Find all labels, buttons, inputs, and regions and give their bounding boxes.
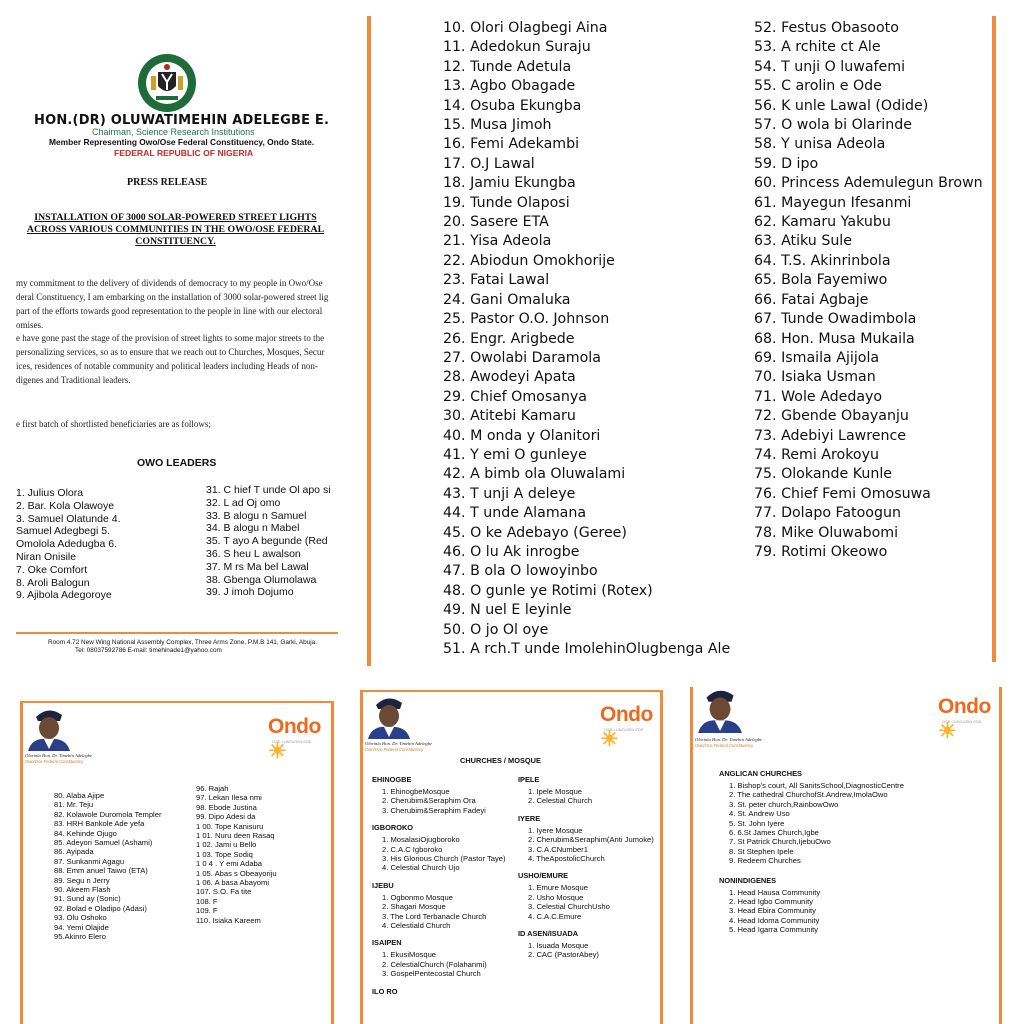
list-item: 49. N uel E leyinle — [443, 602, 572, 619]
list-item: 88. Emm anuel Taiwo (ETA) — [54, 866, 148, 876]
list-item: 81. Mr. Teju — [54, 800, 94, 810]
footer-rule — [16, 632, 338, 634]
member-name: HON.(DR) OLUWATIMEHIN ADELEGBE E. — [34, 113, 330, 128]
group-heading: NONINDIGENES — [719, 875, 777, 885]
sun-icon: ☀ — [938, 720, 957, 743]
text-line: omises. — [16, 320, 44, 330]
list-item: 26. Engr. Arigbede — [443, 330, 575, 347]
list-item: 11. Adedokun Suraju — [443, 39, 591, 56]
list-item: 84. Kehinde Ojugo — [54, 828, 117, 838]
group-heading: IPELE — [518, 775, 540, 784]
list-item: 4. Head Idoma Community — [729, 915, 820, 925]
list-item: 98. Ebode Justina — [196, 802, 257, 812]
country-label: FEDERAL REPUBLIC OF NIGERIA — [114, 148, 254, 158]
beneficiary-list-right — [754, 19, 983, 562]
group-items — [382, 950, 506, 978]
list-item: 1 03. Tope Sodiq — [196, 849, 253, 859]
group-heading: EHINOGBE — [372, 775, 412, 784]
list-item: 1. Iyere Mosque — [528, 825, 583, 835]
list-item: 108. F — [196, 896, 218, 906]
list-item: 30. Atitebi Kamaru — [443, 408, 576, 425]
list-item: 3. Celestial ChurchUsho — [528, 902, 610, 912]
list-item: 46. O lu Ak inrogbe — [443, 543, 580, 560]
list-item: 60. Princess Ademulegun Brown — [754, 175, 983, 192]
list-item: 4. C.A.C.Emure — [528, 911, 582, 921]
list-item: 67. Tunde Owadimbola — [754, 311, 917, 328]
list-item: 74. Remi Arokoyu — [754, 446, 879, 463]
ondo-tagline: OSE LUNGUSIN EDE — [272, 739, 312, 744]
anglican-groups — [719, 769, 904, 945]
photo-subcaption: Owo/Ose Federal Constituency — [695, 743, 754, 748]
list-item: 59. D ipo — [754, 155, 819, 172]
list-item: 1. EkusiMosque — [382, 950, 437, 960]
list-item: 21. Yisa Adeola — [443, 233, 552, 250]
list-item: 92. Bolad e Oladipo (Adasi) — [54, 903, 147, 913]
paragraph-3: e first batch of shortlisted beneficiaries are as follows; — [16, 419, 211, 429]
group-heading: ID ASEN/ISUADA — [518, 929, 579, 939]
list-item: 64. T.S. Akinrinbola — [754, 252, 891, 269]
list-item: 2. CelestialChurch (Folahanmi) — [382, 959, 487, 969]
list-item: 1 06. A basa Abayomi — [196, 878, 270, 888]
panel-edge — [360, 690, 663, 692]
text-line: e have gone past the stage of the provision of street lights to some major streets to the — [16, 333, 325, 343]
press-release-heading: PRESS RELEASE — [127, 177, 208, 188]
list-item: 83. HRH Bankole Ade yefa — [54, 819, 145, 829]
ondo-tagline: OSE LUNGUSIN EDE — [942, 719, 982, 724]
list-item: 1. Bishop's court, All SanitsSchool,DiagnosticCentre — [729, 781, 904, 790]
text-line: part of the efforts towards good representation to the people in line with our electoral — [16, 306, 323, 316]
list-item: 1. Head Hausa Community — [729, 887, 821, 897]
list-item: 18. Jamiu Ekungba — [443, 175, 576, 192]
list-item: 24. Gani Omaluka — [443, 291, 571, 308]
list-item: 82. Kolawole Duromola Templer — [54, 809, 162, 819]
list-item: 68. Hon. Musa Mukaila — [754, 330, 915, 347]
anglican-panel — [690, 687, 1002, 1024]
text-line: ices, residences of notable community and political leaders including Heads of non- — [16, 361, 318, 371]
list-item: 80. Alaba Ajipe — [54, 791, 105, 800]
list-item: 13. Agbo Obagade — [443, 78, 576, 95]
list-item: 51. A rch.T unde ImolehinOlugbenga Ale — [443, 641, 731, 657]
list-item: 39. J imoh Dojumo — [206, 586, 294, 599]
churches-left-column — [372, 775, 506, 1004]
list-item: 2. Usho Mosque — [528, 892, 584, 902]
ondo-logo-text: Ondo — [938, 695, 991, 718]
photo-caption: Olorinla Hon. Dr. Timehin Adelegbe — [695, 737, 763, 742]
list-item: 53. A rchite ct Ale — [754, 39, 881, 56]
paragraph-2 — [16, 331, 324, 387]
list-item: 3. Head Ebira Community — [729, 906, 816, 916]
list-item: 2. C.A.C Igboroko — [382, 844, 443, 854]
press-release-title — [6, 212, 345, 248]
list-item: 42. A bimb ola Oluwalami — [443, 466, 626, 483]
paragraph-1 — [16, 276, 328, 332]
list-item: 3. St. peter church,RainbowOwo — [729, 799, 839, 809]
names-panel — [20, 687, 334, 1024]
list-item: 93. Olu Oshoko — [54, 913, 107, 923]
list-item: 16. Femi Adekambi — [443, 136, 580, 153]
list-item: 77. Dolapo Fatoogun — [754, 505, 901, 522]
title-line: CONSTITUENCY. — [135, 236, 216, 247]
panel-edge — [690, 687, 693, 1024]
list-item: 70. Isiaka Usman — [754, 369, 876, 386]
list-item: 55. C arolin e Ode — [754, 78, 882, 95]
list-item: 4. TheApostolicChurch — [528, 854, 605, 864]
list-item: 3. Samuel Olatunde 4. — [16, 512, 121, 525]
list-item: 75. Olokande Kunle — [754, 466, 893, 483]
list-item: 69. Ismaila Ajijola — [754, 349, 880, 366]
text-line: my commitment to the delivery of dividends of democracy to my people in Owo/Ose — [16, 278, 323, 288]
list-item: 28. Awodeyi Apata — [443, 369, 576, 386]
avatar — [694, 685, 744, 733]
list-item: 94. Yemi Olajide — [54, 922, 109, 932]
list-item: 4. St. Andrew Uso — [729, 809, 790, 819]
list-item: 2. Shagari Mosque — [382, 902, 446, 912]
list-item: 57. O wola bi Olarinde — [754, 117, 912, 134]
title-line: ACROSS VARIOUS COMMUNITIES IN THE OWO/OSE FEDERAL — [26, 224, 325, 235]
list-item: 31. C hief T unde Ol apo si — [206, 484, 331, 496]
list-item: 56. K unle Lawal (Odide) — [754, 97, 929, 114]
list-item: 3. C.A.CNumber1 — [528, 844, 588, 854]
list-item: 89. Segu n Jerry — [54, 875, 110, 885]
churches-right-column — [518, 775, 654, 968]
photo-caption: Olorinla Hon. Dr. Timehin Adelegbe — [25, 753, 93, 758]
group-items — [729, 781, 904, 866]
footer-contact: Tel: 08037592786 E-mail: timehinade1@yahoo.com — [75, 647, 222, 654]
group-items — [528, 941, 654, 960]
list-item: 38. Gbenga Olumolawa — [206, 573, 317, 586]
list-item: 43. T unji A deleye — [443, 485, 576, 502]
page-edge-right — [992, 16, 996, 662]
list-item: 32. L ad Oj omo — [206, 496, 281, 509]
list-item: 58. Y unisa Adeola — [754, 136, 886, 153]
group-heading: IYERE — [518, 813, 541, 823]
list-item: 25. Pastor O.O. Johnson — [443, 311, 610, 328]
list-item: 50. O jo Ol oye — [443, 621, 549, 638]
ondo-tagline: OSE LUNGUSIN EDE — [604, 727, 644, 732]
photo-subcaption: Owo/Ose Federal Constituency — [365, 747, 424, 752]
list-item: 79. Rotimi Okeowo — [754, 543, 888, 560]
list-item: 65. Bola Fayemiwo — [754, 272, 888, 289]
group-heading: USHO/EMURE — [518, 871, 569, 881]
sun-icon: ☀ — [600, 728, 619, 751]
list-item: 107. S.O. Fa tite — [196, 887, 252, 897]
list-item: 40. M onda y Olanitori — [443, 427, 601, 444]
list-item: Omolola Adedugba 6. — [16, 538, 117, 551]
group-items — [528, 883, 654, 921]
leaders-left-column — [16, 487, 120, 602]
list-item: 99. Dipo Adesi da — [196, 812, 256, 822]
list-item: 52. Festus Obasooto — [754, 20, 899, 36]
list-item: 1 0 4 . Y emi Adaba — [196, 859, 263, 869]
names-col-2 — [196, 784, 277, 925]
list-item: 63. Atiku Sule — [754, 233, 852, 250]
title-line: INSTALLATION OF 3000 SOLAR-POWERED STREET LIGHTS — [34, 212, 317, 223]
names-col-1 — [54, 791, 162, 942]
list-item: 72. Gbende Obayanju — [754, 408, 909, 425]
press-release-page — [0, 0, 345, 668]
section-heading: OWO LEADERS — [137, 457, 217, 469]
text-line: digenes and Traditional leaders. — [16, 375, 131, 385]
list-item: 91. Sund ay (Sonic) — [54, 894, 121, 904]
list-item: 7. St Patrick Church,IjebuOwo — [729, 837, 831, 847]
leaders-right-column — [206, 484, 344, 599]
list-item: 34. B alogu n Mabel — [206, 522, 300, 535]
list-item: 110. Isiaka Kareem — [196, 915, 261, 925]
group-heading: ILO RO — [372, 986, 398, 996]
list-item: 85. Adeyori Samuel (Ashami) — [54, 838, 153, 848]
list-item: 4. Celestiald Church — [382, 921, 451, 931]
group-heading: ANGLICAN CHURCHES — [719, 769, 802, 778]
list-item: 73. Adebiyi Lawrence — [754, 427, 907, 444]
member-role: Chairman, Science Research Institutions — [92, 127, 255, 137]
list-item: 1. MosalasiOjugboroko — [382, 835, 460, 845]
list-item: 1. Julius Olora — [16, 487, 84, 499]
list-item: 2. CAC (PastorAbey) — [528, 950, 599, 960]
list-item: 1. Isuada Mosque — [528, 941, 589, 951]
list-item: 54. T unji O luwafemi — [754, 58, 906, 75]
list-item: 1. Emure Mosque — [528, 883, 588, 893]
panel-edge — [360, 690, 363, 1024]
list-item: 27. Owolabi Daramola — [443, 349, 601, 366]
list-item: 3. Cherubim&Seraphim Fadeyi — [382, 805, 486, 815]
text-line: personalizing services, so as to ensure that we reach out to Churches, Mosques, Secur — [16, 347, 325, 357]
group-items — [382, 787, 506, 815]
member-constituency: Member Representing Owo/Ose Federal Constituency, Ondo State. — [49, 137, 315, 147]
list-item: 17. O.J Lawal — [443, 155, 535, 172]
list-item: 23. Fatai Lawal — [443, 272, 550, 289]
list-item: 2. Head Igbo Community — [729, 897, 813, 907]
group-items — [382, 893, 506, 931]
list-item: 41. Y emi O gunleye — [443, 446, 587, 463]
list-item: 90. Akeem Flash — [54, 885, 111, 895]
page-edge-left — [367, 16, 371, 666]
list-item: 96. Rajah — [196, 784, 229, 793]
list-item: 2. Celestial Church — [528, 796, 593, 806]
list-item: 48. O gunle ye Rotimi (Rotex) — [443, 582, 653, 599]
list-item: 7. Oke Comfort — [16, 563, 88, 576]
list-item: 86. Ayipada — [54, 847, 94, 857]
list-item: 1. Ipele Mosque — [528, 787, 583, 796]
group-heading: ISAIPEN — [372, 938, 402, 948]
list-item: 37. M rs Ma bel Lawal — [206, 560, 309, 573]
photo-caption: Olorinla Hon. Dr. Timehin Adelegbe — [365, 741, 433, 746]
list-item: Niran Onisile — [16, 550, 77, 563]
list-item: 1. EhinogbeMosque — [382, 787, 450, 796]
list-item: 109. F — [196, 906, 218, 916]
list-item: 3. GospelPentecostal Church — [382, 969, 481, 979]
list-item: 9. Ajibola Adegoroye — [16, 589, 112, 602]
list-item: 1 00. Tope Kanisuru — [196, 821, 264, 831]
list-item: 61. Mayegun Ifesanmi — [754, 194, 912, 211]
list-item: 5. St. John Iyere — [729, 818, 785, 828]
list-item: 2. Cherubim&Seraphim Ora — [382, 796, 476, 806]
list-item: 36. S heu L awalson — [206, 547, 301, 560]
list-item: 29. Chief Omosanya — [443, 388, 587, 405]
list-item: 14. Osuba Ekungba — [443, 97, 582, 114]
list-item: 3. The Lord Terbanacle Church — [382, 911, 487, 921]
footer-address: Room 4.72 New Wing National Assembly Complex, Three Arms Zone, P.M.B 141, Garki, Abuja. — [48, 639, 317, 646]
list-item: 12. Tunde Adetula — [443, 58, 572, 75]
list-item: 15. Musa Jimoh — [443, 117, 552, 134]
list-item: 2. The cathedral ChurchofSt.Andrew,ImolaOwo — [729, 790, 888, 800]
list-item: 5. Head Igarra Community — [729, 925, 819, 935]
list-item: 1 05. Abas s Obeayoriju — [196, 868, 277, 878]
list-item: 1 01. Nuru deen Rasaq — [196, 831, 275, 841]
group-items — [528, 787, 654, 806]
group-items — [729, 888, 904, 935]
list-item: 76. Chief Femi Omosuwa — [754, 485, 931, 502]
panel-edge — [20, 701, 334, 703]
list-item: 1. Ogbonmo Mosque — [382, 892, 453, 902]
list-item: 71. Wole Adedayo — [754, 388, 883, 405]
list-item: 47. B ola O lowoyinbo — [443, 563, 598, 580]
list-item: 19. Tunde Olaposi — [443, 194, 570, 211]
group-items — [528, 826, 654, 864]
coat-of-arms-icon — [136, 52, 198, 114]
list-item: 8. St Stephen Ipele — [729, 846, 794, 856]
group-heading: IJEBU — [372, 880, 394, 890]
group-heading: IGBOROKO — [372, 823, 414, 833]
text-line: deral Constituency, I am embarking on the installation of 3000 solar-powered street lig — [16, 292, 329, 302]
sun-icon: ☀ — [268, 740, 287, 763]
list-item: 35. T ayo A begunde (Red — [206, 535, 328, 548]
list-item: 8. Aroli Balogun — [16, 576, 90, 589]
list-item: 33. B alogu n Samuel — [206, 509, 307, 522]
panel-edge — [20, 701, 23, 1024]
list-item: 3. His Glorious Church (Pastor Taye) — [382, 854, 506, 864]
ondo-logo-text: Ondo — [600, 703, 653, 726]
list-item: 87. Sunkanmi Agagu — [54, 856, 125, 866]
avatar — [364, 693, 412, 739]
list-item: Samuel Adegbegi 5. — [16, 525, 110, 538]
ondo-logo-text: Ondo — [268, 715, 321, 738]
list-item: 20. Sasere ETA — [443, 214, 549, 231]
list-item: 2. Bar. Kola Olawoye — [16, 499, 115, 512]
list-item: 95.Akinro Elero — [54, 932, 106, 942]
panel-title: CHURCHES / MOSQUE — [460, 756, 541, 765]
beneficiary-list-middle — [443, 19, 730, 659]
group-items — [382, 835, 506, 873]
list-item: 4. Celestial Church Ujo — [382, 863, 460, 873]
list-item: 78. Mike Oluwabomi — [754, 524, 899, 541]
list-item: 22. Abiodun Omokhorije — [443, 252, 615, 269]
list-item: 44. T unde Alamana — [443, 505, 587, 522]
list-item: 45. O ke Adebayo (Geree) — [443, 524, 627, 541]
list-item: 9. Redeem Churches — [729, 856, 801, 866]
list-item: 1 02. Jami u Bello — [196, 840, 257, 850]
avatar — [24, 705, 72, 751]
list-item: 97. Lekan Ilesa nmi — [196, 793, 262, 803]
photo-subcaption: Owo/Ose Federal Constituency — [25, 759, 84, 764]
list-item: 6. 6.St James Church,Igbe — [729, 828, 819, 838]
list-item: 10. Olori Olagbegi Aina — [443, 20, 608, 36]
list-item: 62. Kamaru Yakubu — [754, 214, 891, 231]
list-item: 2. Cherubim&Seraphim(Anti Jumoke) — [528, 835, 654, 845]
churches-mosque-panel — [360, 687, 663, 1024]
list-item: 66. Fatai Agbaje — [754, 291, 869, 308]
